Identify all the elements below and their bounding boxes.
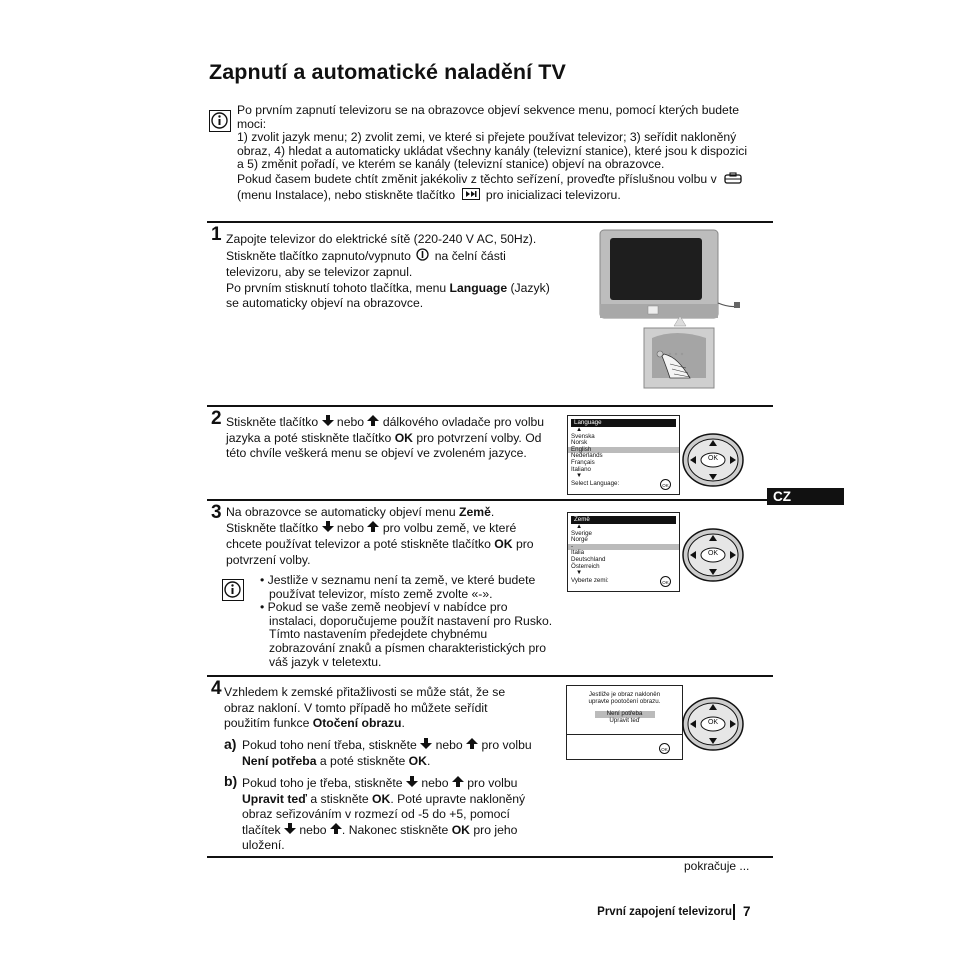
intro-text-part: (menu Instalace), nebo stiskněte tlačítko	[237, 187, 456, 202]
arrow-down-icon	[322, 521, 334, 537]
step4-text-part: Vzhledem k zemské přitažlivosti se může stát, že se obraz nakloní. V tomto případě ho můžete seřídit použitím funkce	[224, 685, 506, 730]
step3-text-part: pro potvrzení volby.	[226, 536, 534, 567]
step4-option-a: Pokud toho není třeba, stiskněte nebo pro volbu Není potřeba a poté stiskněte OK.	[242, 738, 532, 768]
step2-text-part: nebo	[336, 415, 365, 429]
toolbox-icon	[724, 172, 742, 188]
step4-text-part: pro jeho uložení.	[242, 822, 518, 853]
language-menu-screen	[567, 415, 680, 495]
osd-footer: Vyberte zemi:	[571, 577, 609, 585]
osd-divider	[567, 734, 682, 735]
country-menu-name: Země	[459, 505, 491, 519]
scroll-down-icon: ▼	[576, 569, 583, 577]
ok-label: OK	[451, 822, 470, 837]
step4-text-part: pro volbu	[467, 776, 518, 790]
step1-text	[226, 232, 556, 312]
step3-text-part: nebo	[336, 520, 365, 535]
osd-line: upravte pootočení obrazu.	[588, 697, 661, 705]
osd-list-item: Norsk	[571, 439, 588, 447]
ok-button-icon: OK	[659, 743, 670, 754]
continues-note: pokračuje ...	[684, 859, 750, 873]
ok-label: OK	[394, 430, 413, 445]
arrow-down-icon	[322, 415, 334, 431]
osd-list-item: Nederlands	[571, 452, 603, 460]
osd-list-item: Svenska	[571, 432, 595, 440]
step4-option-b: Pokud toho je třeba, stiskněte nebo pro volbu Upravit teď a stiskněte OK. Poté upravte nakloněný obraz seřizováním v rozmezí od -5 do +5, pomocí tlačítek nebo . Nakonec stiskněte OK pro jeho uložení.	[242, 776, 526, 853]
step4-text-part: Pokud toho není třeba, stiskněte	[242, 738, 417, 752]
arrow-down-icon	[284, 823, 296, 839]
divider	[207, 405, 773, 407]
remote-dpad	[681, 696, 745, 757]
osd-option-selected: Není potřeba	[595, 711, 655, 718]
ok-label: OK	[372, 791, 391, 806]
page-number: 7	[743, 904, 751, 919]
step1-text-part: (Jazyk) se automaticky objeví na obrazovce.	[226, 280, 550, 310]
osd-line: Jestliže je obraz nakloněn	[588, 691, 661, 698]
arrow-up-icon	[367, 521, 379, 537]
remote-dpad	[681, 527, 745, 588]
osd-list-item: Français	[571, 458, 595, 466]
osd-footer: Select Language:	[571, 480, 620, 488]
step3-notes	[255, 574, 555, 669]
page-title: Zapnutí a automatické naladění TV	[209, 60, 566, 84]
step4-text-part: a stiskněte	[310, 791, 369, 806]
osd-list-item: Sverige	[571, 529, 592, 537]
step4-text-part: a poté stiskněte	[319, 753, 406, 768]
footer-section: První zapojení televizoru	[597, 906, 732, 918]
osd-list-item: -	[568, 544, 679, 551]
step4-text-part: Nakonec stiskněte	[348, 822, 449, 837]
ok-label: OK	[494, 536, 513, 551]
step4-text-part: pro volbu	[481, 738, 532, 752]
osd-option: Upravit teď	[609, 716, 640, 724]
note-item: • Jestliže v seznamu není ta země, ve které budete používat televizor, místo země zvolte «-».	[260, 573, 536, 601]
divider	[207, 675, 773, 677]
arrow-up-icon	[466, 738, 478, 754]
step2-text-part: pro potvrzení volby. Od této chvíle veškerá menu se objeví ve zvoleném jazyce.	[226, 430, 542, 461]
step2-text-part: dálkového ovladače pro volbu jazyka a poté stiskněte tlačítko	[226, 415, 545, 445]
intro-paragraph: 1) zvolit jazyk menu; 2) zvolit zemi, ve které si přejete používat televizor; 3) seřídit nakloněný obraz, 4) hledat a automaticky ukládat všechny kanály (televizní stanice), které jsou k dispozici a 5) změnit pořadí, ve kterém se kanály (televizní stanice) objeví na obrazovce.	[237, 130, 748, 172]
osd-list-item: Österreich	[571, 562, 600, 570]
rotation-function-name: Otočení obrazu	[312, 716, 402, 730]
divider	[207, 221, 773, 223]
step1-text-part: Stiskněte tlačítko zapnuto/vypnuto	[226, 248, 411, 263]
step4-text-part: nebo	[435, 738, 463, 752]
arrow-down-icon	[420, 738, 432, 754]
ok-button-label: OK	[707, 455, 719, 462]
ok-button-icon: OK	[660, 576, 671, 587]
divider	[207, 856, 773, 858]
arrow-up-icon	[367, 415, 379, 431]
step-number: 2	[211, 408, 222, 429]
tv-illustration	[598, 228, 748, 398]
divider	[207, 499, 773, 501]
intro-paragraph: Po prvním zapnutí televizoru se na obrazovce objeví sekvence menu, pomocí kterých budete moci:	[237, 103, 739, 131]
footer-separator	[733, 904, 735, 920]
step3-text-part: Stiskněte tlačítko	[226, 520, 319, 535]
step-number: 3	[211, 502, 222, 523]
arrow-up-icon	[330, 823, 342, 839]
osd-list-item: Deutschland	[571, 555, 606, 563]
scroll-up-icon: ▲	[576, 426, 583, 433]
arrow-up-icon	[452, 776, 464, 792]
remote-dpad	[681, 432, 745, 493]
step2-text	[226, 415, 546, 462]
step4-text: Vzhledem k zemské přitažlivosti se může stát, že se obraz nakloní. V tomto případě ho můžete seřídit použitím funkce Otočení obrazu.	[224, 685, 506, 730]
arrow-down-icon	[406, 776, 418, 792]
ok-button-label: OK	[707, 550, 719, 557]
step1-text-part: na čelní části televizoru, aby se televizor zapnul.	[226, 248, 506, 279]
step4-text-part: Pokud toho je třeba, stiskněte	[242, 776, 403, 790]
step1-line	[226, 281, 556, 312]
osd-header: Language	[571, 419, 676, 427]
step1-line: Zapojte televizor do elektrické sítě (220-240 V AC, 50Hz).	[226, 232, 537, 246]
step1-text-part: Po prvním stisknutí tohoto tlačítka, menu	[226, 280, 447, 295]
step-number: 4	[211, 678, 222, 699]
ok-label: OK	[408, 753, 427, 768]
step-number: 1	[211, 224, 222, 245]
power-icon	[416, 248, 429, 266]
language-tab: CZ	[767, 488, 844, 505]
reset-button-icon	[462, 188, 480, 204]
step4-option-b-label: b)	[224, 773, 238, 789]
intro-text-part: pro inicializaci televizoru.	[485, 187, 621, 202]
info-icon	[222, 579, 244, 601]
option-not-needed: Není potřeba	[242, 753, 317, 768]
step3-text: Na obrazovce se automaticky objeví menu Země. Stiskněte tlačítko nebo pro volbu země, ve které chcete používat televizor a poté stiskněte tlačítko OK pro potvrzení volby.	[226, 505, 534, 567]
osd-list-item: Italiano	[571, 465, 591, 473]
language-menu-name: Language	[449, 280, 508, 295]
scroll-down-icon: ▼	[576, 472, 583, 480]
step4-text-part: nebo	[421, 776, 449, 790]
osd-list-item: Italia	[571, 549, 585, 557]
intro-text	[237, 104, 749, 203]
picture-rotation-screen	[566, 685, 683, 760]
osd-list-item: English	[568, 447, 679, 454]
step4-text-part: nebo	[299, 822, 327, 837]
step3-text-part: pro volbu země, ve které chcete používat televizor a poté stiskněte tlačítko	[226, 520, 517, 551]
option-adjust-now: Upravit teď	[242, 791, 307, 806]
info-icon	[209, 110, 231, 132]
step2-text-part: Stiskněte tlačítko	[226, 415, 319, 429]
ok-button-label: OK	[707, 719, 719, 726]
step3-text-part: Na obrazovce se automaticky objeví menu	[226, 505, 456, 519]
step4-option-a-label: a)	[224, 736, 237, 752]
ok-button-icon: OK	[660, 479, 671, 490]
osd-list-item: Norge	[571, 536, 588, 544]
step1-line	[226, 248, 556, 281]
note-item: • Pokud se vaše země neobjeví v nabídce pro instalaci, doporučujeme použít nastavení pro Rusko. Tímto nastavením předejdete chybnému zobrazování znaků a písmen charakteristických pro váš jazyk v teletextu.	[260, 600, 553, 669]
intro-paragraph	[237, 172, 749, 203]
scroll-up-icon: ▲	[576, 523, 583, 530]
osd-header: Země	[571, 516, 676, 524]
intro-text-part: Pokud časem budete chtít změnit jakékoliv z těchto seřízení, proveďte příslušnou volbu v	[237, 171, 717, 186]
step4-text-part: Poté upravte nakloněný obraz seřizováním v rozmezí od -5 do +5, pomocí tlačítek	[242, 791, 526, 837]
country-menu-screen	[567, 512, 680, 592]
